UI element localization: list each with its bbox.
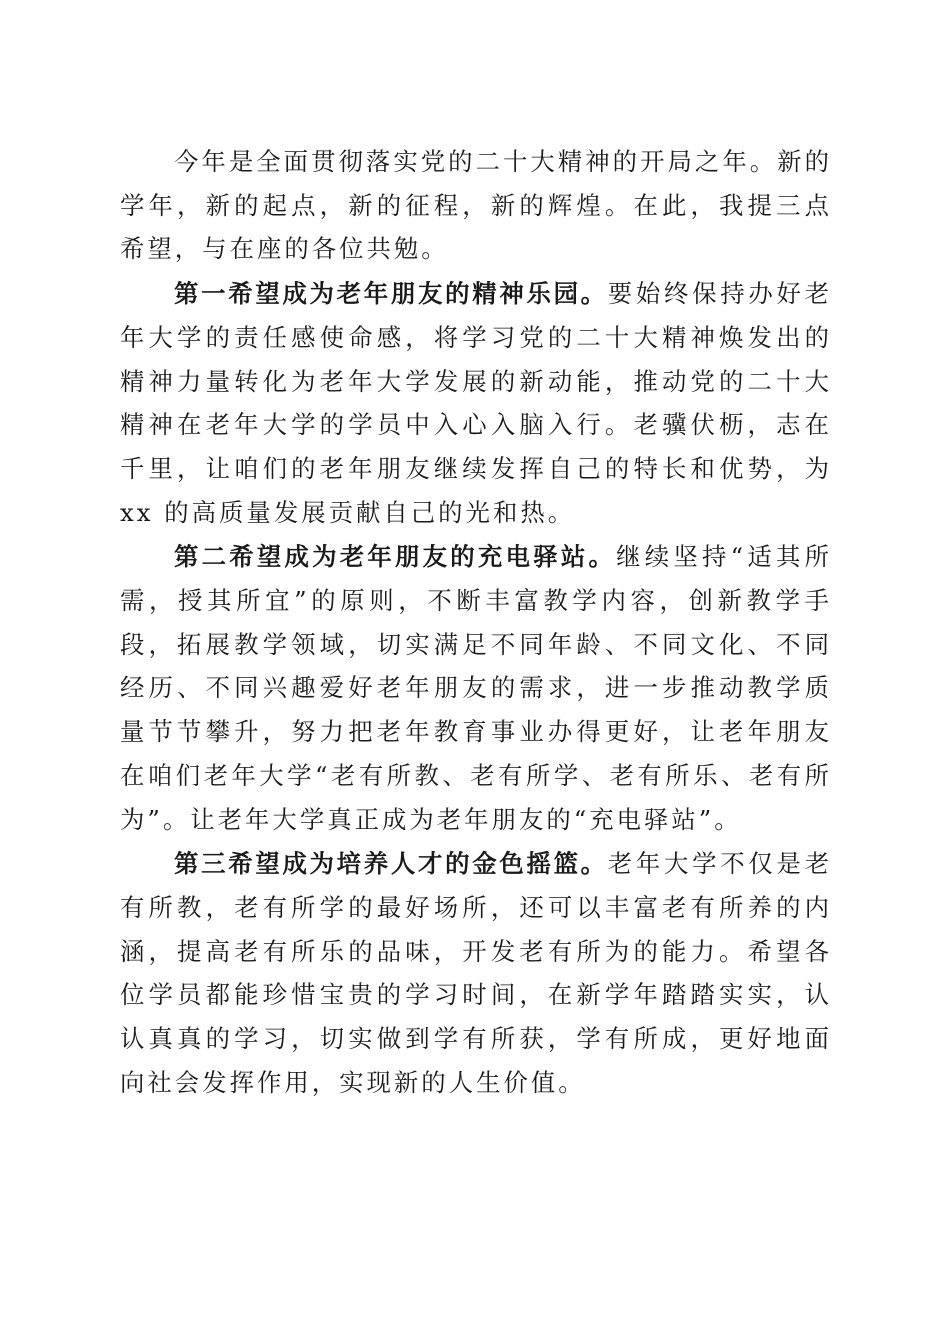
document-body	[120, 140, 832, 1104]
paragraph-hope-3	[120, 842, 832, 1104]
paragraph-text: 今年是全面贯彻落实党的二十大精神的开局之年。新的学年，新的起点，新的征程，新的辉煌。在此，我提三点希望，与在座的各位共勉。	[120, 147, 832, 264]
paragraph-text: 继续坚持“适其所需，授其所宜”的原则，不断丰富教学内容，创新教学手段，拓展教学领域，切实满足不同年龄、不同文化、不同经历、不同兴趣爱好老年朋友的需求，进一步推动教学质量节节攀升，努力把老年教育事业办得更好，让老年朋友在咱们老年大学“老有所教、老有所学、老有所乐、老有所为”。让老年大学真正成为老年朋友的“充电驿站”。	[120, 542, 832, 834]
paragraph-text: 要始终保持办好老年大学的责任感使命感，将学习党的二十大精神焕发出的精神力量转化为老年大学发展的新动能，推动党的二十大精神在老年大学的学员中入心入脑入行。老骥伏枥，志在千里，让咱们的老年朋友继续发挥自己的特长和优势，为 xx 的高质量发展贡献自己的光和热。	[120, 279, 832, 527]
paragraph-hope-2	[120, 535, 832, 841]
paragraph-hope-1	[120, 272, 832, 534]
paragraph-lead: 第一希望成为老年朋友的精神乐园。	[174, 279, 608, 309]
paragraph-text: 老年大学不仅是老有所教，老有所学的最好场所，还可以丰富老有所养的内涵，提高老有所乐的品味，开发老有所为的能力。希望各位学员都能珍惜宝贵的学习时间，在新学年踏踏实实，认认真真的学习，切实做到学有所获，学有所成，更好地面向社会发挥作用，实现新的人生价值。	[120, 849, 832, 1097]
paragraph-lead: 第二希望成为老年朋友的充电驿站。	[174, 542, 617, 572]
paragraph-intro	[120, 140, 832, 271]
paragraph-lead: 第三希望成为培养人才的金色摇篮。	[174, 849, 608, 879]
